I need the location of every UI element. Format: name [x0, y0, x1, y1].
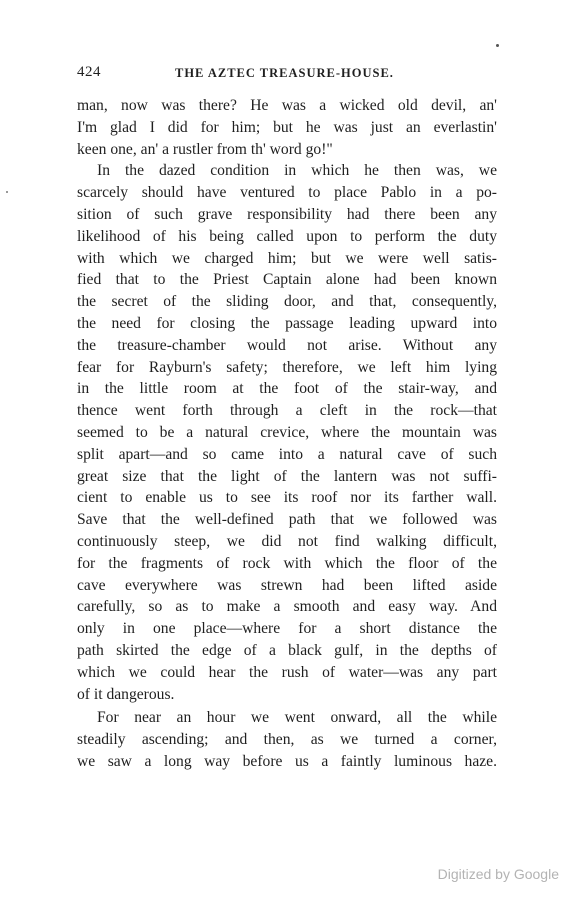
text-line: split apart—and so came into a natural cave of such	[77, 445, 497, 463]
text-line: which we could hear the rush of water—was any part	[77, 663, 497, 681]
text-line: carefully, so as to make a smooth and easy way. And	[77, 598, 497, 616]
text-line: with which we charged him; but we were well satis-	[77, 249, 497, 267]
text-line: man, now was there? He was a wicked old devil, an'	[77, 97, 497, 114]
running-title: THE AZTEC TREASURE-HOUSE.	[175, 66, 394, 80]
page-header	[77, 64, 497, 84]
text-line: cave everywhere was strewn had been lifted aside	[77, 576, 497, 594]
text-line: in the little room at the foot of the stair-way, and	[77, 380, 497, 398]
text-line: the secret of the sliding door, and that, consequently,	[77, 293, 497, 311]
text-line: thence went forth through a cleft in the rock—that	[77, 402, 497, 420]
margin-speck	[6, 191, 8, 193]
text-line: cient to enable us to see its roof nor its farther wall.	[77, 489, 497, 507]
text-line: only in one place—where for a short distance the	[77, 620, 497, 638]
text-line: the treasure-chamber would not arise. Without any	[77, 336, 497, 354]
text-line: great size that the light of the lantern was not suffi-	[77, 467, 497, 485]
text-line: of it dangerous.	[77, 685, 175, 703]
text-line: fied that to the Priest Captain alone had been known	[77, 271, 497, 289]
text-line: scarcely should have ventured to place Pablo in a po-	[77, 184, 497, 202]
text-line: for the fragments of rock with which the floor of the	[77, 554, 497, 572]
text-line: likelihood of his being called upon to perform the duty	[77, 227, 497, 245]
page-number: 424	[77, 64, 101, 80]
text-line: continuously steep, we did not find walking difficult,	[77, 532, 497, 550]
text-line: sition of such grave responsibility had there been any	[77, 205, 497, 223]
digitization-watermark: Digitized by Google	[437, 866, 559, 882]
text-line: path skirted the edge of a black gulf, in the depths of	[77, 641, 497, 659]
corner-speck	[496, 44, 499, 47]
text-line: seemed to be a natural crevice, where the mountain was	[77, 423, 497, 441]
text-line: keen one, an' a rustler from th' word go!"	[77, 140, 333, 158]
text-line: In the dazed condition in which he then was, we	[97, 162, 497, 180]
body-text	[77, 95, 497, 773]
text-line: fear for Rayburn's safety; therefore, we left him lying	[77, 358, 497, 376]
text-line: For near an hour we went onward, all the while	[97, 709, 497, 727]
text-line: Save that the well-defined path that we followed was	[77, 511, 497, 529]
text-line: the need for closing the passage leading upward into	[77, 314, 497, 332]
text-line: steadily ascending; and then, as we turned a corner,	[77, 731, 497, 749]
text-line: I'm glad I did for him; but he was just an everlastin'	[77, 118, 497, 136]
text-line: we saw a long way before us a faintly luminous haze.	[77, 752, 497, 770]
